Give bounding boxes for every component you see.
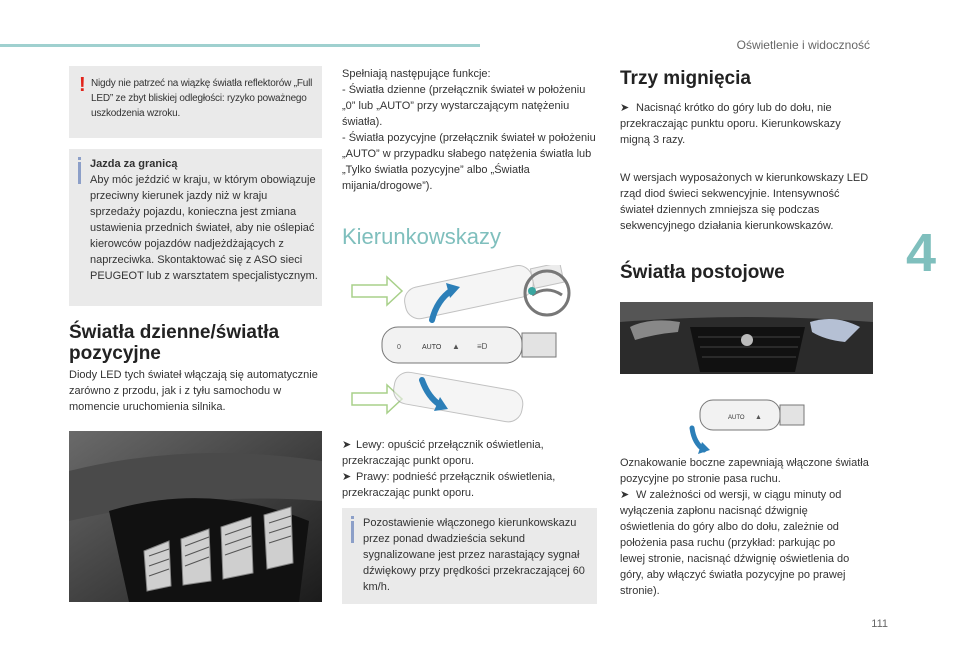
three-flashes-item: ➤ Nacisnąć krótko do góry lub do dołu, nie przekraczając punktu oporu. Kierunkowskazy migną 3 razy. [620, 102, 841, 146]
info-text: Aby móc jeździć w kraju, w którym obowiązuje przeciwny kierunek jazdy niż w kraju sprzedaży pojazdu, konieczna jest zmiana ustawienia przednich świateł, aby nie oślepiać kierowców pojazdów nadjeżdżających z naprzeciwka. Skontaktować się z ASO sieci PEUGEOT lub z warsztatem specjalistycznym. [90, 174, 318, 282]
chapter-number: 4 [906, 223, 937, 283]
parking-stalk-diagram [680, 388, 810, 458]
functions-item-1: - Światła dzienne (przełącznik świateł w położeniu „0” lub „AUTO” przy wystarczającym natężeniu światła). [342, 84, 586, 128]
drl-text: Diody LED tych świateł włączają się automatycznie zarówno z przodu, jak i z tyłu samochodu w momencie uruchomienia silnika. [69, 369, 318, 413]
bullet-icon: ➤ [342, 471, 352, 483]
bullet-icon: ➤ [342, 439, 352, 451]
svg-text:AUTO: AUTO [422, 344, 442, 351]
page-number: 111 [871, 618, 888, 630]
bullet-icon: ➤ [620, 489, 630, 501]
indicator-note: Pozostawienie włączonego kierunkowskazu przez ponad dwadzieścia sekund sygnalizowane jest przez narastający sygnał dźwiękowy przy prędkości przekraczającej 60 km/h. [363, 517, 585, 593]
svg-text:≡D: ≡D [477, 342, 488, 351]
info-title: Jazda za granicą [90, 158, 178, 170]
indicators-title: Kierunkowskazy [342, 224, 501, 249]
warning-icon: ! [79, 74, 86, 96]
indicator-left: ➤ Lewy: opuścić przełącznik oświetlenia, przekraczając punkt oporu. [342, 439, 544, 467]
car-front-image [620, 302, 873, 374]
functions-item-2: - Światła pozycyjne (przełącznik świateł w położeniu „AUTO” w przypadku słabego natężenia światła lub „Tylko światła pozycyjne” albo „Światła mijania/drogowe”). [342, 132, 596, 192]
svg-text:0: 0 [397, 344, 401, 351]
info-box-abroad [69, 149, 322, 306]
svg-text:▲: ▲ [452, 342, 460, 351]
rear-light-drawing [69, 431, 322, 602]
info-icon [351, 516, 354, 546]
three-flashes-text: W wersjach wyposażonych w kierunkowskazy LED rząd diod świeci sekwencyjnie. Intensywność świateł dziennych zmniejsza się podczas sekwencyjnego działania kierunkowskazów. [620, 172, 869, 232]
section-title: Oświetlenie i widoczność [736, 38, 870, 52]
functions-intro: Spełniają następujące funkcje: [342, 68, 491, 80]
warning-box [69, 66, 322, 138]
info-icon [78, 157, 81, 187]
bullet-icon: ➤ [620, 102, 630, 114]
indicator-stalk-diagram [342, 265, 597, 425]
rear-light-image [69, 431, 322, 602]
parking-item: ➤ W zależności od wersji, w ciągu minuty od wyłączenia zapłonu nacisnąć dźwignię oświetlenia do góry albo do dołu, zależnie od położenia pasa ruchu (przykład: parkując po lewej stronie, nacisnąć dźwignię oświetlenia do góry, aby włączyć światła pozycyjne po prawej stronie). [620, 489, 850, 597]
arrow-up-icon [352, 277, 402, 305]
svg-text:AUTO: AUTO [728, 415, 745, 421]
drl-title: Światła dzienne/światła pozycyjne [69, 322, 280, 364]
three-flashes-title: Trzy mignięcia [620, 68, 751, 89]
warning-text: Nigdy nie patrzeć na wiązkę światła reflektorów „Full LED” ze zbyt bliskiej odległości: ryzyko poważnego uszkodzenia wzroku. [91, 78, 313, 119]
parking-text: Oznakowanie boczne zapewniają włączone światła pozycyjne po stronie pasa ruchu. [620, 457, 869, 485]
svg-text:▲: ▲ [755, 414, 762, 421]
info-box-indicator [342, 508, 597, 604]
parking-title: Światła postojowe [620, 262, 785, 283]
indicator-right: ➤ Prawy: podnieść przełącznik oświetlenia, przekraczając punkt oporu. [342, 471, 556, 499]
header-rule [0, 44, 480, 47]
